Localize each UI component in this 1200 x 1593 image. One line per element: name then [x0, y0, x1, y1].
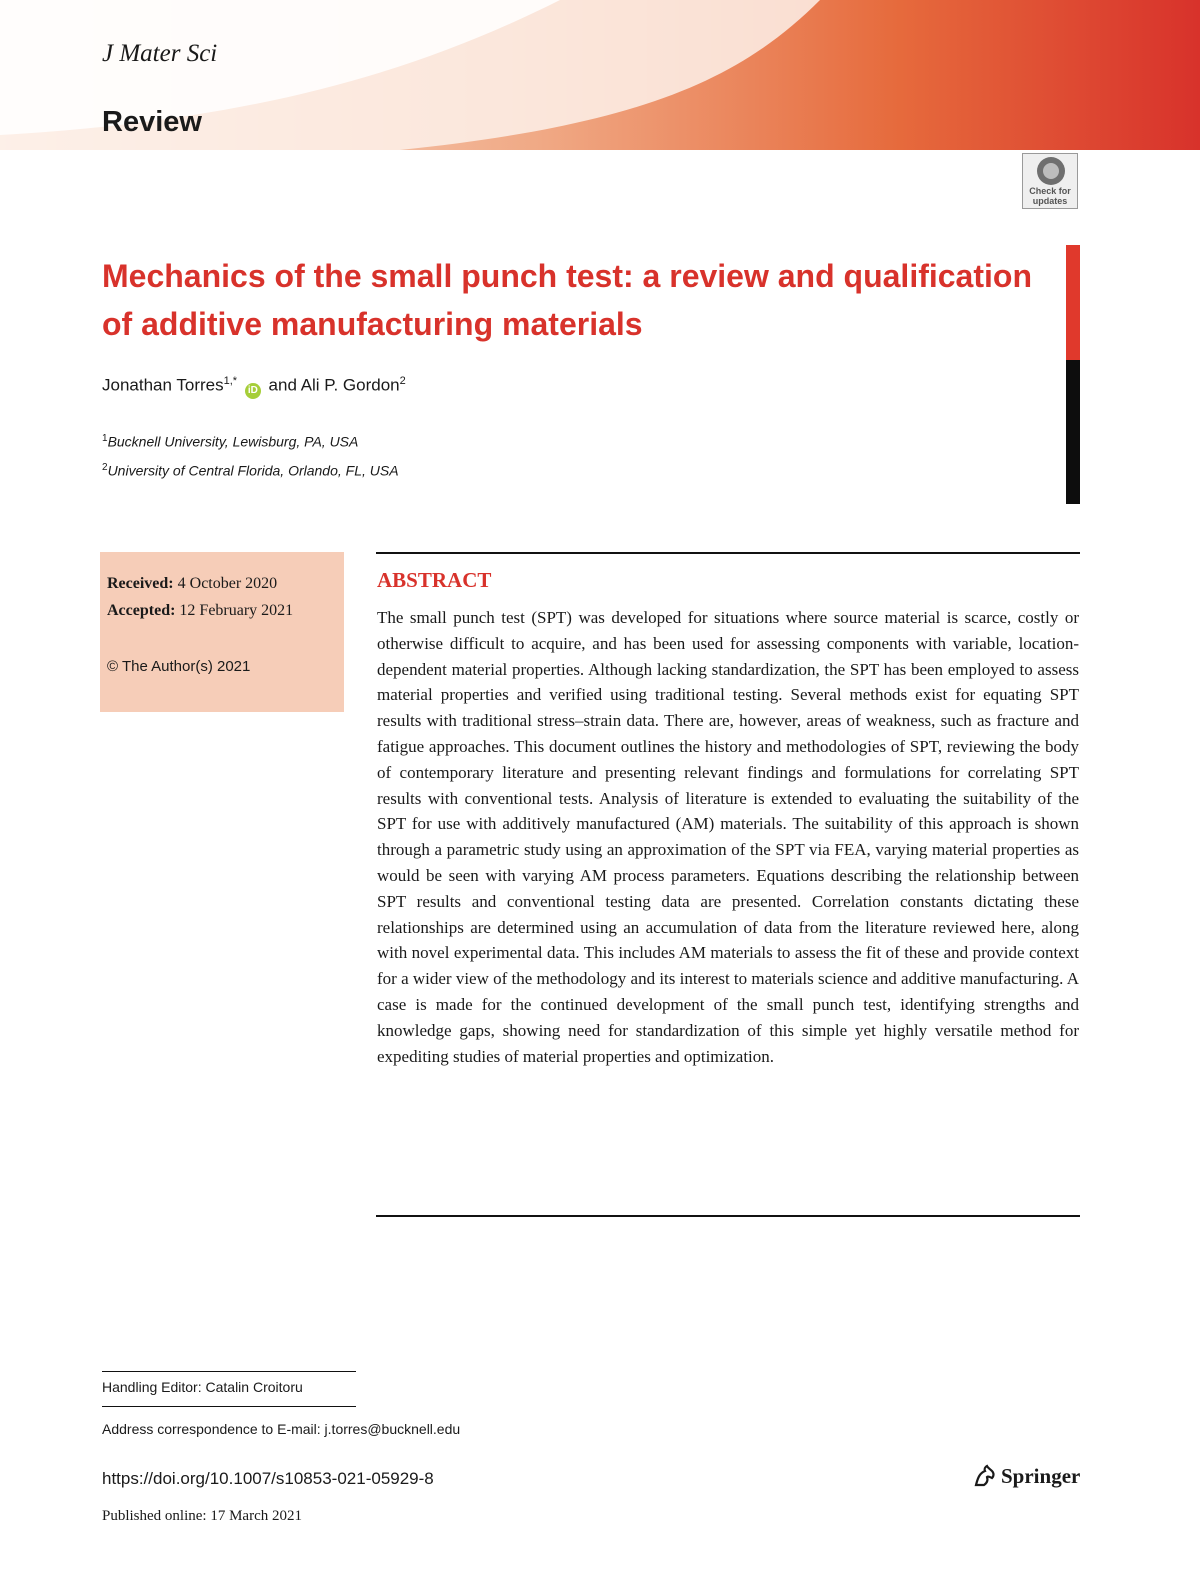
- article-title: Mechanics of the small punch test: a review and qualification of additive manufacturing materials: [102, 258, 1032, 342]
- correspondence-address[interactable]: Address correspondence to E-mail: j.torres@bucknell.edu: [102, 1421, 461, 1437]
- abstract-top-rule: [376, 552, 1080, 554]
- abstract-heading: ABSTRACT: [377, 568, 492, 592]
- handling-editor: Handling Editor: Catalin Croitoru: [102, 1379, 303, 1395]
- abstract-text: The small punch test (SPT) was developed for situations where source material is scarce, costly or otherwise difficult to acquire, and has been used for assessing components with variable, location-dependent material properties. Although lacking standardization, the SPT has been employed to assess material properties and verified using traditional testing. Several methods exist for equating SPT results with traditional stress–strain data. There are, however, areas of weakness, such as fracture and fatigue approaches. This document outlines the history and methodologies of SPT, reviewing the body of contemporary literature and presenting relevant findings and formulations for correlating SPT results with conventional tests. Analysis of literature is extended to evaluating the suitability of the SPT for use with additively manufactured (AM) materials. The suitability of this approach is shown through a parametric study using an approximation of the SPT via FEA, varying material properties as would be seen with varying AM process parameters. Equations describing the relationship between SPT results and conventional testing data are presented. Correlation constants dictating these relationships are determined using an accumulation of data from the literature reviewed here, along with novel experimental data. This includes AM materials to assess the fit of these and provide context for a wider view of the methodology and its interest to materials science and additive manufacturing. A case is made for the continued development of the small punch test, identifying strengths and knowledge gaps, showing need for standardization of this simple yet highly versatile method for expediting studies of material properties and optimization.: [377, 608, 1079, 1066]
- published-date: Published online: 17 March 2021: [102, 1508, 302, 1524]
- author-line: [102, 375, 406, 399]
- side-accent-red: [1066, 245, 1080, 360]
- author-name[interactable]: and Ali P. Gordon: [268, 375, 400, 395]
- check-for-updates-badge[interactable]: [1022, 153, 1078, 209]
- abstract-bottom-rule: [376, 1215, 1080, 1217]
- springer-horse-icon: [972, 1463, 998, 1489]
- orcid-icon[interactable]: iD: [245, 383, 261, 399]
- springer-logo[interactable]: [972, 1463, 1080, 1493]
- affiliation-item: $^2$University of Central Florida, Orlando, FL, USA: [102, 461, 399, 479]
- check-updates-label: Check for updates: [1029, 186, 1071, 206]
- article-dates-box: [100, 552, 344, 712]
- affiliations: [102, 426, 399, 483]
- received-date: Received: 4 October 2020: [107, 575, 278, 592]
- footnote-rule: [102, 1371, 356, 1372]
- copyright-notice: © The Author(s) 2021: [107, 658, 251, 675]
- accepted-date: Accepted: 12 February 2021: [107, 602, 294, 619]
- article-type: Review: [102, 106, 202, 138]
- side-accent-black: [1066, 360, 1080, 504]
- author-affil-marker: 2: [399, 375, 406, 387]
- publisher-name: Springer: [1001, 1463, 1081, 1488]
- author-affil-marker: 1,*: [223, 375, 238, 387]
- journal-name: J Mater Sci: [102, 40, 218, 67]
- footnote-rule: [102, 1406, 356, 1407]
- check-updates-icon: [1037, 157, 1065, 185]
- doi-link[interactable]: https://doi.org/10.1007/s10853-021-05929-8: [102, 1469, 434, 1488]
- author-name[interactable]: Jonathan Torres: [102, 375, 224, 395]
- affiliation-item: $^1$Bucknell University, Lewisburg, PA, USA: [102, 433, 359, 450]
